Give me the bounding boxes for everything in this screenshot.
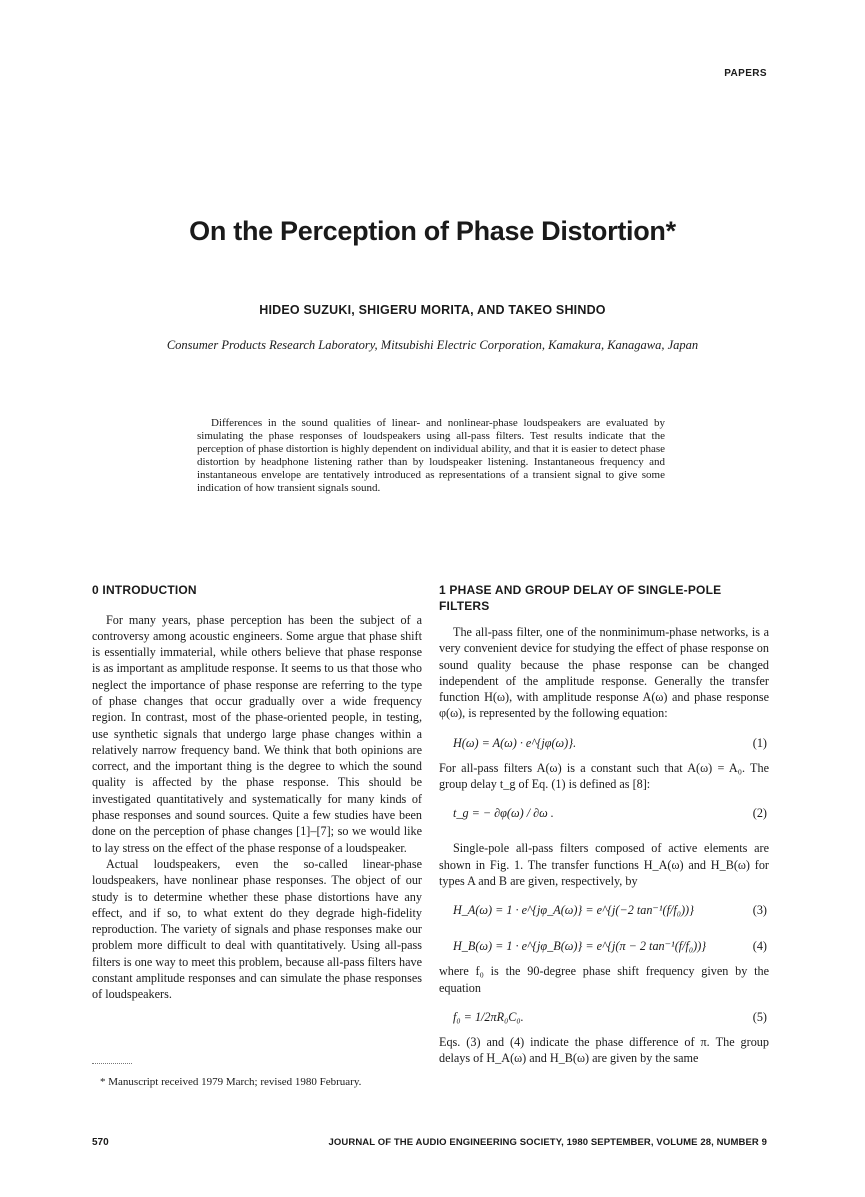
equation-1-expression: H(ω) = A(ω) · e^{jφ(ω)}. bbox=[453, 735, 577, 750]
paper-title: On the Perception of Phase Distortion* bbox=[189, 216, 676, 246]
equation-4-expression: H_B(ω) = 1 · e^{jφ_B(ω)} = e^{j(π − 2 tan⁻¹(f/f₀))} bbox=[453, 939, 707, 954]
section-label: PAPERS bbox=[724, 68, 767, 79]
right-column bbox=[439, 583, 769, 1066]
section-heading-phase-group-delay: 1 PHASE AND GROUP DELAY OF SINGLE-POLE FILTERS bbox=[439, 583, 722, 613]
equation-4 bbox=[439, 931, 769, 961]
journal-footer: JOURNAL OF THE AUDIO ENGINEERING SOCIETY, 1980 SEPTEMBER, VOLUME 28, NUMBER 9 bbox=[328, 1137, 767, 1148]
section-heading-introduction: 0 INTRODUCTION bbox=[92, 583, 197, 597]
equation-3 bbox=[439, 895, 769, 925]
section1-paragraph-5: Eqs. (3) and (4) indicate the phase difference of π. The group delays of H_A(ω) and H_B(ω) are given by the same bbox=[439, 1034, 769, 1066]
left-column bbox=[92, 583, 422, 1003]
section1-paragraph-3: Single-pole all-pass filters composed of active elements are shown in Fig. 1. The transfer functions H_A(ω) and H_B(ω) for types A and B are given, respectively, by bbox=[439, 841, 769, 888]
abstract: Differences in the sound qualities of linear- and nonlinear-phase loudspeakers are evaluated by simulating the phase responses of loudspeakers using all-pass filters. Test results indicate that the perception of phase distortion is highly dependent on individual ability, and that it is easier to detect phase distortion by headphone listening rather than by loudspeaker listening. Instantaneous frequency and instantaneous envelope are tentatively introduced as representations of a transient signal to give some indication of how transient signals sound. bbox=[197, 417, 665, 494]
section1-paragraph-1: The all-pass filter, one of the nonminimum-phase networks, is a very convenient device for studying the effect of phase response on sound quality because the phase response can be changed independent of the amplitude response. Generally the transfer function H(ω), with amplitude response A(ω) and phase response φ(ω), is represented by the following equation: bbox=[439, 625, 769, 721]
section1-paragraph-4: where f₀ is the 90-degree phase shift frequency given by the equation bbox=[439, 964, 769, 995]
equation-3-number: (3) bbox=[752, 903, 767, 918]
footnote-divider bbox=[92, 1063, 132, 1064]
equation-2-expression: t_g = − ∂φ(ω) / ∂ω . bbox=[453, 806, 554, 821]
equation-3-expression: H_A(ω) = 1 · e^{jφ_A(ω)} = e^{j(−2 tan⁻¹(f/f₀))} bbox=[453, 903, 694, 918]
equation-2 bbox=[439, 798, 769, 838]
intro-paragraph-2: Actual loudspeakers, even the so-called linear-phase loudspeakers, have nonlinear phase responses. The object of our study is to determine whether these phase distortions have any effect, and if so, to what extent do they degrade high-fidelity reproduction. The variety of signals and phase responses make our problem more difficult to deal with quantitatively. Using all-pass filters is one way to meet this problem, because all-pass filters have constant amplitude responses and can simulate the phase responses of loudspeakers. bbox=[92, 856, 422, 1002]
section1-paragraph-2: For all-pass filters A(ω) is a constant such that A(ω) = A₀. The group delay t_g of Eq. (1) is defined as [8]: bbox=[439, 760, 769, 792]
equation-4-number: (4) bbox=[752, 939, 767, 954]
author-list: HIDEO SUZUKI, SHIGERU MORITA, AND TAKEO SHINDO bbox=[259, 303, 606, 317]
equation-5-expression: f₀ = 1/2πR₀C₀. bbox=[453, 1009, 524, 1024]
equation-5 bbox=[439, 1002, 769, 1032]
equation-1 bbox=[439, 728, 769, 758]
footnote: * Manuscript received 1979 March; revised 1980 February. bbox=[100, 1076, 362, 1088]
intro-paragraph-1: For many years, phase perception has been the subject of a controversy among acoustic engineers. Some argue that phase shift is essentially immaterial, while others believe that phase response is as important as amplitude response. It seems to us that those who neglect the importance of phase response are referring to the type of phase changes that occur gradually over a wide frequency region. In contrast, most of the phase-oriented people, in testing, use synthetic signals that undergo large phase changes within a relatively narrow frequency band. We think that both opinions are correct, and the important thing is the degree to which the sound quality is affected by the phase response. This should be investigated quantitatively and systematically for many kinds of phase responses and sound sources. Quite a few studies have been done on the perception of phase changes [1]–[7]; so we would like to lay stress on the effect of the phase response of a loudspeaker. bbox=[92, 612, 422, 855]
equation-5-number: (5) bbox=[752, 1009, 767, 1024]
page-number: 570 bbox=[92, 1137, 109, 1148]
affiliation: Consumer Products Research Laboratory, Mitsubishi Electric Corporation, Kamakura, Kanagawa, Japan bbox=[166, 338, 699, 352]
equation-1-number: (1) bbox=[752, 735, 767, 750]
equation-2-number: (2) bbox=[752, 806, 767, 821]
